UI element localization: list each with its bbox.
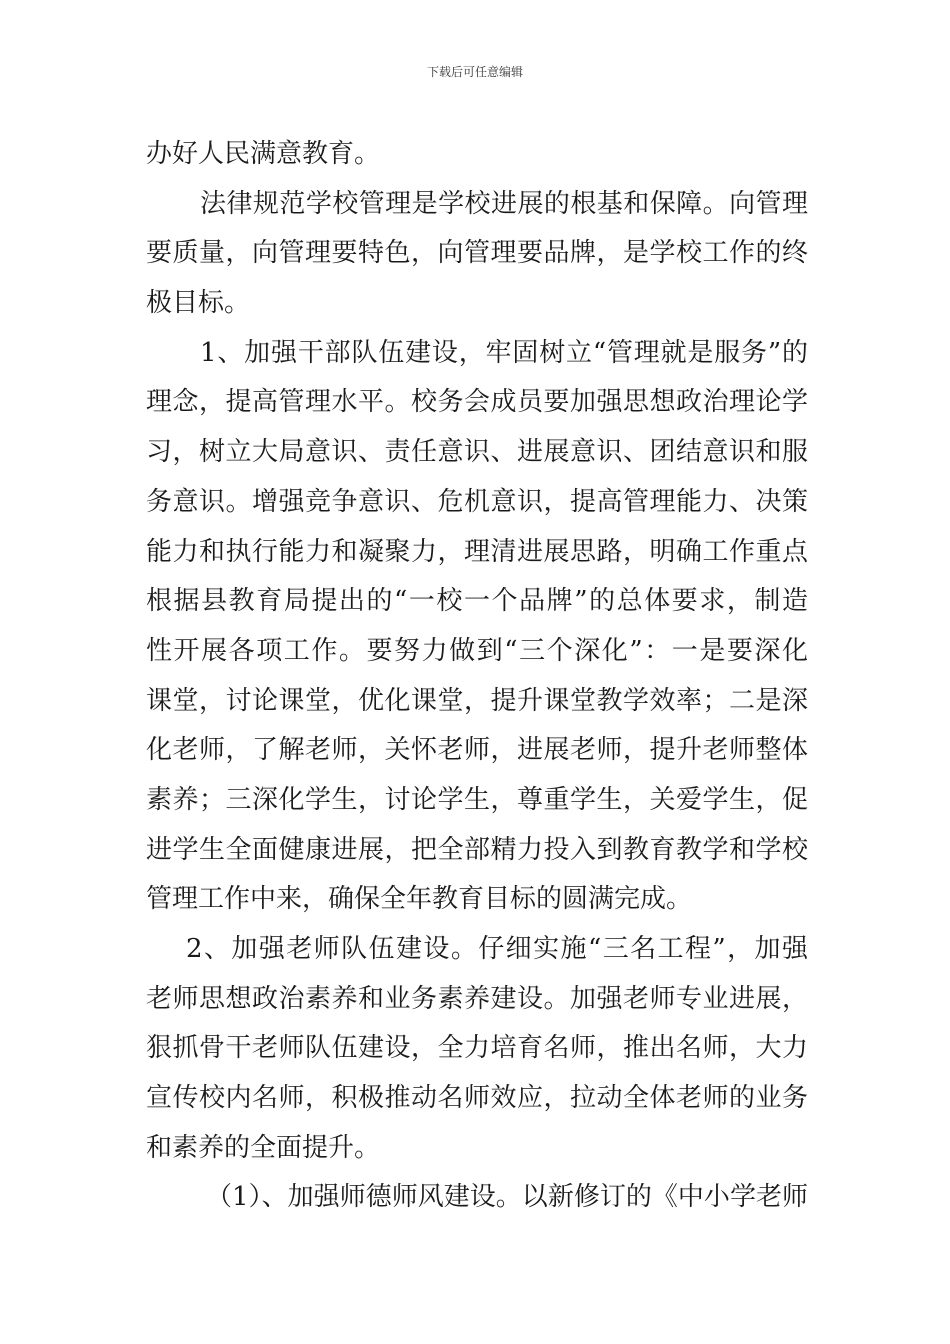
text-line: （1）、加强师德师风建设。以新修订的《中小学老师 <box>206 1182 808 1213</box>
text-line: 1、加强干部队伍建设，牢固树立“管理就是服务”的 <box>200 337 808 368</box>
page-header: 下载后可任意编辑 <box>426 65 523 79</box>
paragraph <box>146 1173 808 1223</box>
paragraph <box>146 925 808 1173</box>
text-line: 能力和执行能力和凝聚力，理清进展思路，明确工作重点 <box>146 536 808 567</box>
document-body <box>146 130 808 1223</box>
text-line: 2、加强老师队伍建设。仔细实施“三名工程”，加强 <box>186 934 808 964</box>
text-line: 宣传校内名师，积极推动名师效应，拉动全体老师的业务 <box>146 1083 808 1114</box>
text-line: 理念，提高管理水平。校务会成员要加强思想政治理论学 <box>146 387 808 418</box>
text-line: 务意识。增强竞争意识、危机意识，提高管理能力、决策 <box>146 486 808 517</box>
text-line: 管理工作中来，确保全年教育目标的圆满完成。 <box>146 884 693 915</box>
text-line: 课堂，讨论课堂，优化课堂，提升课堂教学效率；二是深 <box>146 685 808 716</box>
text-line: 化老师，了解老师，关怀老师，进展老师，提升老师整体 <box>146 735 808 766</box>
text-line: 习，树立大局意识、责任意识、进展意识、团结意识和服 <box>146 437 808 468</box>
text-line: 根据县教育局提出的“一校一个品牌”的总体要求，制造 <box>146 586 808 617</box>
text-line: 素养；三深化学生，讨论学生，尊重学生，关爱学生，促 <box>146 784 808 815</box>
paragraph <box>146 130 808 180</box>
text-line: 狠抓骨干老师队伍建设，全力培育名师，推出名师，大力 <box>146 1033 808 1064</box>
text-line: 老师思想政治素养和业务素养建设。加强老师专业进展， <box>146 983 808 1014</box>
paragraph <box>146 180 808 329</box>
paragraph <box>146 329 808 925</box>
text-line: 极目标。 <box>146 288 251 319</box>
text-line: 性开展各项工作。要努力做到“三个深化”：一是要深化 <box>146 635 808 666</box>
text-line: 法律规范学校管理是学校进展的根基和保障。向管理 <box>200 188 808 219</box>
text-line: 进学生全面健康进展，把全部精力投入到教育教学和学校 <box>146 834 808 865</box>
text-line: 要质量，向管理要特色，向管理要品牌，是学校工作的终 <box>146 238 808 269</box>
text-line: 办好人民满意教育。 <box>146 139 381 169</box>
text-line: 和素养的全面提升。 <box>146 1132 381 1163</box>
